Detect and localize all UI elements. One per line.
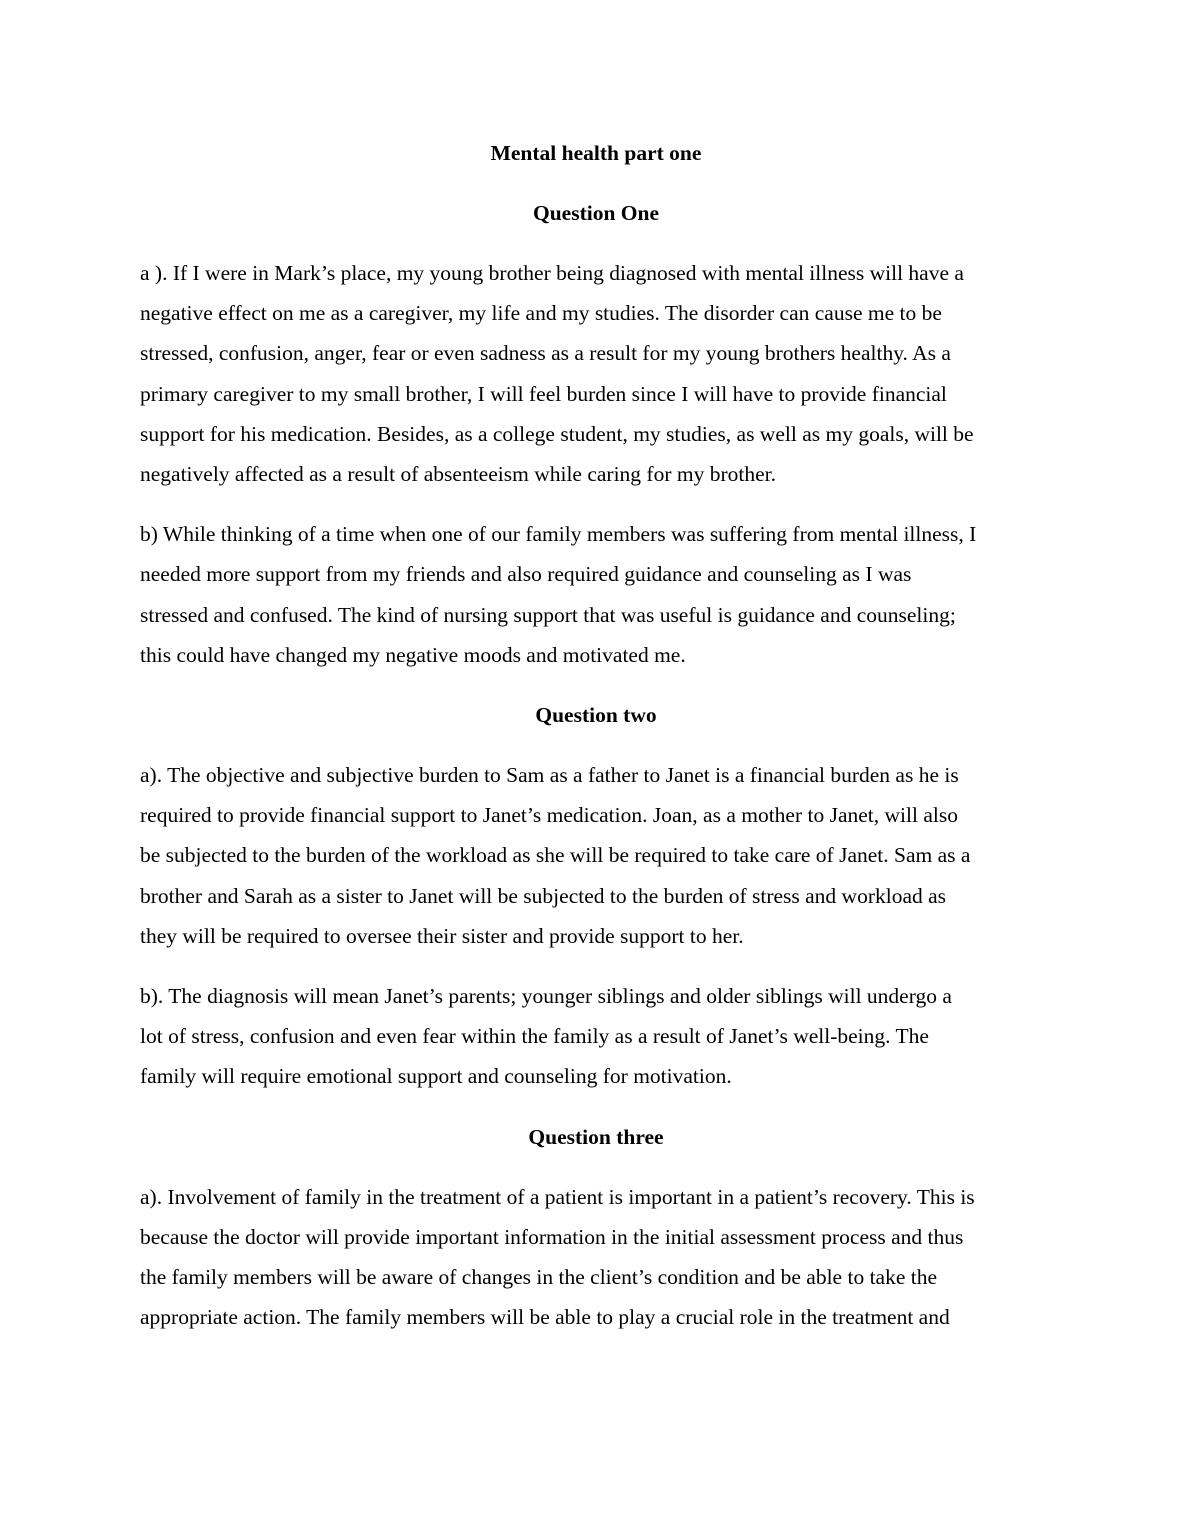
text-line: a). Involvement of family in the treatment of a patient is important in a patient’s recovery. This is [140, 1184, 975, 1209]
text-line: a). The objective and subjective burden to Sam as a father to Janet is a financial burden as he is [140, 763, 959, 788]
text-line: stressed and confused. The kind of nursing support that was useful is guidance and counseling; [140, 602, 956, 627]
text-line: be subjected to the burden of the workload as she will be required to take care of Janet. Sam as a [140, 843, 971, 868]
text-line: appropriate action. The family members will be able to play a crucial role in the treatment and [140, 1305, 950, 1330]
text-line: family will require emotional support and counseling for motivation. [140, 1064, 732, 1089]
section-heading-question-three: Question three [528, 1124, 664, 1149]
text-line: needed more support from my friends and also required guidance and counseling as I was [140, 562, 912, 587]
paragraph [140, 514, 1052, 675]
section-heading-question-two: Question two [535, 703, 657, 728]
text-line: primary caregiver to my small brother, I will feel burden since I will have to provide financial [140, 381, 947, 406]
text-line: b) While thinking of a time when one of our family members was suffering from mental illness, I [140, 522, 977, 547]
section-heading-question-one: Question One [532, 201, 660, 225]
text-line: negative effect on me as a caregiver, my life and my studies. The disorder can cause me to be [140, 301, 942, 326]
text-line: a ). If I were in Mark’s place, my young brother being diagnosed with mental illness will have a [140, 261, 964, 285]
page-content [140, 133, 1052, 1357]
text-line: stressed, confusion, anger, fear or even sadness as a result for my young brothers healthy. As a [140, 341, 951, 366]
text-line: the family members will be aware of changes in the client’s condition and be able to take the [140, 1265, 938, 1290]
paragraph [140, 1177, 1052, 1338]
paragraph [140, 976, 1052, 1097]
text-line: lot of stress, confusion and even fear within the family as a result of Janet’s well-being. The [140, 1024, 929, 1049]
text-line: support for his medication. Besides, as a college student, my studies, as well as my goals, will be [140, 421, 974, 446]
text-line: b). The diagnosis will mean Janet’s parents; younger siblings and older siblings will undergo a [140, 984, 952, 1009]
paragraph [140, 253, 1052, 494]
text-line: required to provide financial support to Janet’s medication. Joan, as a mother to Janet, will also [140, 803, 958, 828]
text-line: because the doctor will provide important information in the initial assessment process and thus [140, 1224, 964, 1249]
text-line: this could have changed my negative moods and motivated me. [140, 642, 686, 667]
text-line: they will be required to oversee their sister and provide support to her. [140, 923, 744, 948]
document-title: Mental health part one [490, 141, 702, 165]
text-line: brother and Sarah as a sister to Janet will be subjected to the burden of stress and workload as [140, 883, 947, 908]
paragraph [140, 755, 1052, 956]
text-line: negatively affected as a result of absenteeism while caring for my brother. [140, 462, 777, 487]
